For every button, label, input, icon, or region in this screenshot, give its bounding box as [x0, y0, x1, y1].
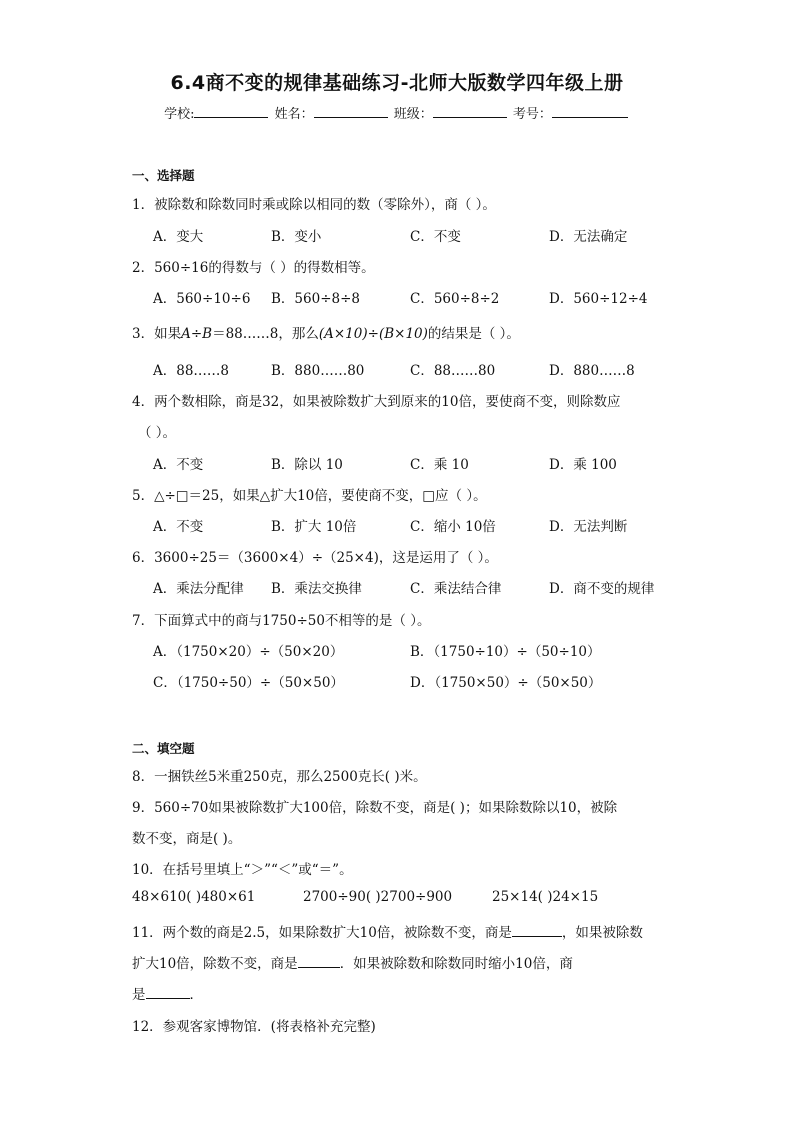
q5-option-a[interactable]: A．不变: [153, 519, 204, 535]
student-info-line: [0, 103, 794, 122]
q5-option-c[interactable]: C．缩小 10倍: [410, 519, 496, 535]
q4-option-a[interactable]: A．不变: [153, 457, 204, 473]
q1-option-a[interactable]: A．变大: [153, 229, 204, 245]
school-blank[interactable]: [194, 105, 268, 118]
q3-expression: (A×10)÷(B×10): [318, 326, 428, 342]
q11-blank-3[interactable]: [146, 986, 190, 999]
question-2: 2．560÷16的得数与（ ）的得数相等。: [132, 260, 375, 276]
question-6: 6．3600÷25＝（3600×4）÷（25×4)，这是运用了（ ）。: [132, 550, 498, 566]
question-12: 12．参观客家博物馆．(将表格补充完整): [132, 1019, 376, 1035]
q6-option-a[interactable]: A．乘法分配律: [153, 581, 244, 597]
q2-option-d[interactable]: D．560÷12÷4: [549, 291, 648, 307]
question-11: 11．两个数的商是2.5，如果除数扩大10倍，被除数不变，商是 ，如果被除数: [132, 925, 643, 941]
q11-blank-1[interactable]: [512, 924, 562, 937]
q2-option-a[interactable]: A．560÷10÷6: [153, 291, 251, 307]
q2-option-b[interactable]: B．560÷8÷8: [271, 291, 360, 307]
q7-option-b[interactable]: B．（1750÷10）÷（50÷10）: [410, 644, 601, 660]
page-title: 6.4商不变的规律基础练习-北师大版数学四年级上册: [170, 72, 624, 94]
q4-option-c[interactable]: C．乘 10: [410, 457, 469, 473]
q1-option-d[interactable]: D．无法确定: [549, 229, 628, 245]
name-blank[interactable]: [314, 105, 388, 118]
q7-option-d[interactable]: D．（1750×50）÷（50×50）: [410, 675, 602, 691]
class-blank[interactable]: [433, 105, 507, 118]
section-fill-heading: 二、填空题: [132, 741, 195, 756]
q10-item-2[interactable]: 2700÷90( )2700÷900: [303, 889, 453, 905]
q6-option-d[interactable]: D．商不变的规律: [549, 581, 655, 597]
q5-option-b[interactable]: B．扩大 10倍: [271, 519, 357, 535]
q6-option-c[interactable]: C．乘法结合律: [410, 581, 502, 597]
q5-option-d[interactable]: D．无法判断: [549, 519, 628, 535]
q1-option-b[interactable]: B．变小: [271, 229, 322, 245]
name-label: 姓名：: [274, 107, 314, 122]
q7-option-a[interactable]: A．（1750×20）÷（50×20）: [153, 644, 344, 660]
q10-item-3[interactable]: 25×14( )24×15: [492, 889, 599, 905]
question-11-cont: 扩大10倍，除数不变，商是 ．如果被除数和除数同时缩小10倍，商: [132, 956, 573, 972]
q3-option-a[interactable]: A．88……8: [153, 363, 230, 379]
q3-option-d[interactable]: D．880……8: [549, 363, 635, 379]
q4-option-b[interactable]: B．除以 10: [271, 457, 343, 473]
q10-item-1[interactable]: 48×610( )480×61: [132, 889, 256, 905]
class-label: 班级：: [393, 107, 433, 122]
q11-blank-2[interactable]: [298, 955, 340, 968]
question-9: 9．560÷70如果被除数扩大100倍，除数不变，商是( )；如果除数除以10，被除: [132, 800, 618, 816]
school-label: 学校:: [164, 107, 195, 122]
question-10: 10．在括号里填上“＞”“＜”或“＝”。: [132, 862, 353, 878]
q7-option-c[interactable]: C．（1750÷50）÷（50×50）: [153, 675, 344, 691]
question-5: 5．△÷□＝25，如果△扩大10倍，要使商不变，□应（ ）。: [132, 488, 487, 504]
q4-option-d[interactable]: D．乘 100: [549, 457, 617, 473]
question-1: 1．被除数和除数同时乘或除以相同的数（零除外），商（ ）。: [132, 197, 496, 213]
section-choice-heading: 一、选择题: [132, 168, 195, 183]
q3-option-b[interactable]: B．880……80: [271, 363, 365, 379]
question-7: 7．下面算式中的商与1750÷50不相等的是（ ）。: [132, 613, 431, 629]
question-8: 8．一捆铁丝5米重250克，那么2500克长( )米。: [132, 769, 427, 785]
q1-option-c[interactable]: C．不变: [410, 229, 461, 245]
q6-option-b[interactable]: B．乘法交换律: [271, 581, 362, 597]
number-blank[interactable]: [552, 105, 628, 118]
question-9-cont: 数不变，商是( )。: [132, 831, 242, 847]
question-3: 3．如果A÷B＝88……8，那么(A×10)÷(B×10)的结果是（ ）。: [132, 326, 520, 342]
question-4: 4．两个数相除，商是32，如果被除数扩大到原来的10倍，要使商不变，则除数应: [132, 394, 621, 410]
question-4-cont: （ ）。: [138, 425, 177, 441]
q3-option-c[interactable]: C．88……80: [410, 363, 496, 379]
q2-option-c[interactable]: C．560÷8÷2: [410, 291, 500, 307]
number-label: 考号：: [512, 107, 552, 122]
question-11-cont2: 是 ．: [132, 987, 203, 1003]
